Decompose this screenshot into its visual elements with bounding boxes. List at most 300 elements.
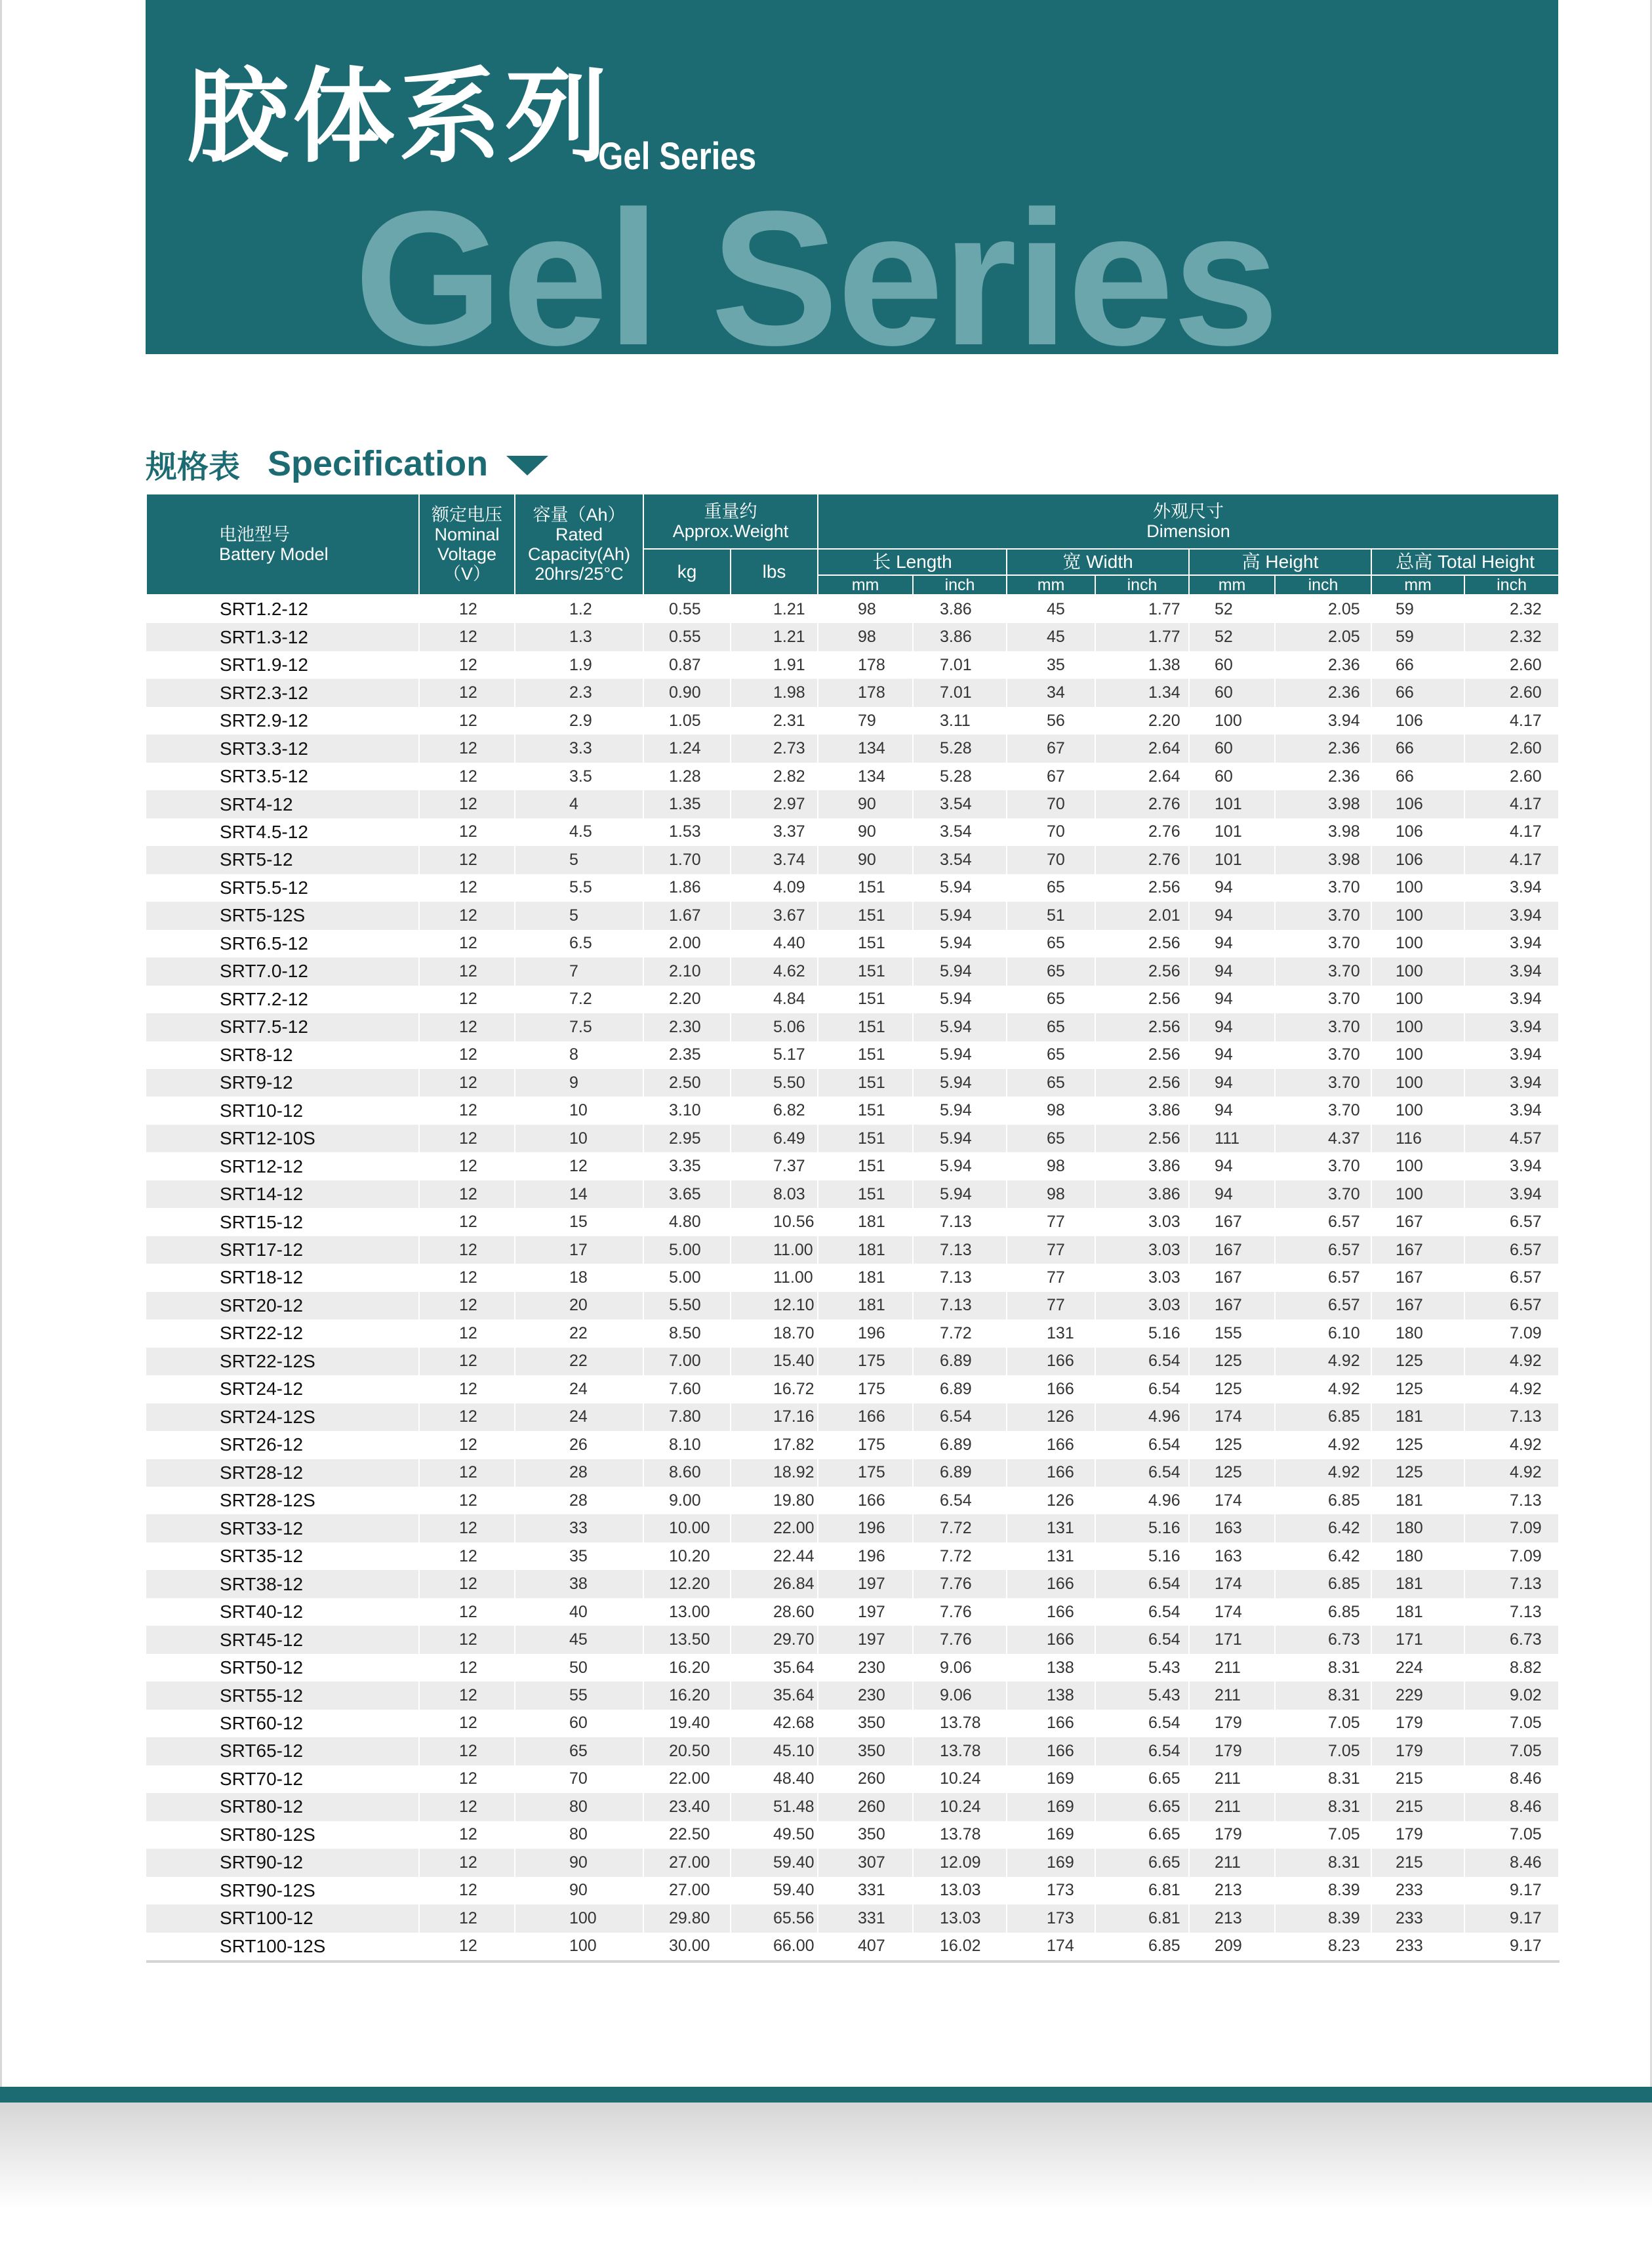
table-row [146,818,1559,846]
header-voltage-en1: Nominal [434,524,500,544]
cell-height-mm: 94 [1189,986,1275,1013]
cell-total-height-inch: 4.57 [1464,1125,1559,1152]
cell-capacity: 15 [515,1208,643,1236]
header-capacity-en2: Capacity(Ah) [527,544,631,564]
cell-capacity: 50 [515,1654,643,1681]
cell-width-inch: 3.03 [1095,1292,1189,1319]
triangle-down-icon [506,456,548,475]
cell-total-height-inch: 8.82 [1464,1654,1559,1681]
cell-model: SRT90-12 [146,1849,419,1876]
cell-model: SRT70-12 [146,1765,419,1793]
table-row [146,1849,1559,1876]
cell-length-mm: 196 [818,1319,913,1347]
cell-height-mm: 211 [1189,1681,1275,1709]
cell-width-mm: 131 [1007,1542,1095,1570]
table-row [146,846,1559,874]
cell-width-inch: 6.54 [1095,1710,1189,1737]
cell-width-mm: 166 [1007,1459,1095,1487]
header-voltage-unit: （V） [443,564,491,584]
cell-weight-kg: 7.00 [643,1348,731,1375]
cell-total-height-mm: 106 [1371,818,1464,846]
cell-voltage: 12 [419,651,515,679]
cell-voltage: 12 [419,1877,515,1904]
table-row [146,1459,1559,1487]
cell-width-mm: 65 [1007,874,1095,902]
cell-length-inch: 13.03 [913,1877,1007,1904]
table-row [146,1570,1559,1598]
cell-length-mm: 197 [818,1626,913,1653]
cell-capacity: 2.9 [515,707,643,735]
cell-weight-kg: 8.50 [643,1319,731,1347]
cell-width-mm: 166 [1007,1598,1095,1626]
cell-total-height-inch: 8.46 [1464,1793,1559,1821]
cell-total-height-mm: 66 [1371,651,1464,679]
cell-length-inch: 7.76 [913,1598,1007,1626]
cell-height-inch: 3.70 [1275,1152,1371,1180]
cell-voltage: 12 [419,595,515,623]
cell-capacity: 65 [515,1737,643,1765]
cell-voltage: 12 [419,874,515,902]
cell-total-height-inch: 7.05 [1464,1821,1559,1849]
cell-height-inch: 4.92 [1275,1348,1371,1375]
cell-model: SRT6.5-12 [146,930,419,957]
cell-width-inch: 6.85 [1095,1933,1189,1962]
cell-total-height-mm: 125 [1371,1459,1464,1487]
cell-width-mm: 98 [1007,1152,1095,1180]
cell-capacity: 24 [515,1375,643,1403]
table-row [146,1208,1559,1236]
cell-height-inch: 3.70 [1275,957,1371,985]
cell-height-mm: 125 [1189,1348,1275,1375]
cell-length-inch: 5.94 [913,874,1007,902]
cell-total-height-inch: 7.13 [1464,1487,1559,1514]
cell-height-inch: 6.42 [1275,1542,1371,1570]
cell-height-inch: 6.42 [1275,1514,1371,1542]
cell-total-height-inch: 3.94 [1464,1041,1559,1069]
cell-weight-lbs: 4.09 [731,874,818,902]
cell-model: SRT100-12S [146,1933,419,1962]
cell-capacity: 9 [515,1069,643,1097]
cell-height-mm: 125 [1189,1459,1275,1487]
cell-weight-kg: 22.00 [643,1765,731,1793]
cell-height-mm: 211 [1189,1849,1275,1876]
cell-total-height-inch: 9.17 [1464,1904,1559,1932]
table-row [146,651,1559,679]
cell-weight-kg: 23.40 [643,1793,731,1821]
cell-voltage: 12 [419,1933,515,1962]
cell-width-inch: 2.56 [1095,1069,1189,1097]
header-voltage-en2: Voltage [437,544,497,564]
cell-total-height-inch: 3.94 [1464,986,1559,1013]
table-row [146,1654,1559,1681]
cell-voltage: 12 [419,1654,515,1681]
cell-model: SRT22-12S [146,1348,419,1375]
cell-voltage: 12 [419,1097,515,1124]
cell-capacity: 28 [515,1487,643,1514]
cell-voltage: 12 [419,1793,515,1821]
cell-total-height-inch: 6.57 [1464,1208,1559,1236]
cell-voltage: 12 [419,735,515,762]
cell-voltage: 12 [419,1681,515,1709]
cell-model: SRT24-12S [146,1403,419,1431]
cell-weight-lbs: 6.49 [731,1125,818,1152]
cell-length-inch: 5.94 [913,1152,1007,1180]
cell-weight-kg: 29.80 [643,1904,731,1932]
table-row [146,1403,1559,1431]
cell-length-inch: 6.54 [913,1403,1007,1431]
cell-capacity: 14 [515,1180,643,1208]
cell-total-height-inch: 7.09 [1464,1319,1559,1347]
cell-height-mm: 101 [1189,846,1275,874]
cell-capacity: 60 [515,1710,643,1737]
cell-total-height-inch: 3.94 [1464,902,1559,929]
cell-total-height-mm: 181 [1371,1598,1464,1626]
cell-length-inch: 5.94 [913,930,1007,957]
cell-weight-kg: 2.10 [643,957,731,985]
cell-capacity: 4 [515,790,643,818]
cell-height-inch: 6.57 [1275,1264,1371,1291]
cell-weight-lbs: 4.84 [731,986,818,1013]
cell-length-mm: 260 [818,1793,913,1821]
cell-weight-kg: 1.53 [643,818,731,846]
header-dimension [818,494,1559,549]
cell-weight-kg: 0.55 [643,623,731,651]
cell-width-mm: 70 [1007,818,1095,846]
cell-capacity: 3.5 [515,763,643,790]
table-row [146,957,1559,985]
cell-capacity: 18 [515,1264,643,1291]
cell-length-mm: 230 [818,1681,913,1709]
cell-capacity: 90 [515,1849,643,1876]
cell-length-mm: 175 [818,1375,913,1403]
cell-height-inch: 2.36 [1275,651,1371,679]
cell-weight-kg: 13.00 [643,1598,731,1626]
cell-height-mm: 167 [1189,1208,1275,1236]
cell-total-height-mm: 229 [1371,1681,1464,1709]
cell-width-inch: 5.43 [1095,1654,1189,1681]
header-model-cn: 电池型号 [219,524,290,544]
cell-total-height-mm: 66 [1371,763,1464,790]
cell-weight-lbs: 8.03 [731,1180,818,1208]
cell-width-mm: 131 [1007,1514,1095,1542]
cell-height-mm: 167 [1189,1264,1275,1291]
cell-voltage: 12 [419,1013,515,1041]
cell-model: SRT1.9-12 [146,651,419,679]
cell-model: SRT18-12 [146,1264,419,1291]
footer-bar [0,2087,1652,2103]
cell-model: SRT50-12 [146,1654,419,1681]
cell-width-mm: 65 [1007,986,1095,1013]
cell-width-mm: 169 [1007,1821,1095,1849]
cell-length-inch: 7.13 [913,1292,1007,1319]
cell-capacity: 4.5 [515,818,643,846]
cell-total-height-inch: 8.46 [1464,1765,1559,1793]
cell-voltage: 12 [419,1710,515,1737]
cell-width-inch: 2.56 [1095,1041,1189,1069]
cell-height-mm: 94 [1189,1180,1275,1208]
cell-voltage: 12 [419,1459,515,1487]
cell-length-inch: 7.76 [913,1626,1007,1653]
cell-length-inch: 13.78 [913,1821,1007,1849]
cell-height-mm: 163 [1189,1514,1275,1542]
cell-model: SRT40-12 [146,1598,419,1626]
table-row [146,930,1559,957]
cell-height-mm: 125 [1189,1375,1275,1403]
cell-voltage: 12 [419,763,515,790]
cell-length-inch: 6.89 [913,1431,1007,1459]
cell-weight-kg: 4.80 [643,1208,731,1236]
cell-total-height-inch: 3.94 [1464,1152,1559,1180]
cell-width-mm: 98 [1007,1180,1095,1208]
cell-length-inch: 6.89 [913,1459,1007,1487]
header-battery-model [146,494,419,595]
cell-length-mm: 151 [818,902,913,929]
cell-height-inch: 2.36 [1275,679,1371,706]
cell-weight-lbs: 29.70 [731,1626,818,1653]
cell-length-inch: 5.94 [913,1069,1007,1097]
cell-weight-kg: 3.10 [643,1097,731,1124]
cell-weight-kg: 7.80 [643,1403,731,1431]
cell-voltage: 12 [419,818,515,846]
cell-capacity: 55 [515,1681,643,1709]
cell-length-mm: 350 [818,1737,913,1765]
cell-model: SRT38-12 [146,1570,419,1598]
cell-height-inch: 8.39 [1275,1877,1371,1904]
cell-weight-lbs: 17.16 [731,1403,818,1431]
cell-length-inch: 5.94 [913,902,1007,929]
cell-voltage: 12 [419,986,515,1013]
cell-length-inch: 6.89 [913,1348,1007,1375]
cell-length-mm: 175 [818,1459,913,1487]
cell-width-inch: 6.65 [1095,1821,1189,1849]
cell-total-height-inch: 8.46 [1464,1849,1559,1876]
cell-height-inch: 8.31 [1275,1681,1371,1709]
banner-title-cn: 胶体系列 [186,57,611,176]
cell-height-inch: 3.98 [1275,846,1371,874]
cell-height-inch: 8.31 [1275,1765,1371,1793]
cell-weight-kg: 1.86 [643,874,731,902]
cell-height-mm: 174 [1189,1403,1275,1431]
cell-length-mm: 175 [818,1431,913,1459]
cell-height-mm: 111 [1189,1125,1275,1152]
cell-total-height-mm: 66 [1371,679,1464,706]
table-row [146,1069,1559,1097]
cell-voltage: 12 [419,1904,515,1932]
table-row [146,595,1559,623]
specification-table [146,493,1560,1963]
cell-length-inch: 13.03 [913,1904,1007,1932]
cell-capacity: 12 [515,1152,643,1180]
cell-weight-kg: 0.55 [643,595,731,623]
cell-length-mm: 151 [818,1041,913,1069]
cell-capacity: 40 [515,1598,643,1626]
cell-model: SRT55-12 [146,1681,419,1709]
cell-width-inch: 1.38 [1095,651,1189,679]
cell-height-inch: 4.37 [1275,1125,1371,1152]
cell-height-inch: 6.57 [1275,1236,1371,1264]
cell-capacity: 24 [515,1403,643,1431]
cell-capacity: 5 [515,902,643,929]
table-body [146,595,1559,1962]
cell-length-mm: 181 [818,1208,913,1236]
cell-model: SRT8-12 [146,1041,419,1069]
cell-length-inch: 10.24 [913,1765,1007,1793]
cell-height-inch: 8.23 [1275,1933,1371,1962]
cell-total-height-mm: 233 [1371,1877,1464,1904]
cell-height-inch: 4.92 [1275,1459,1371,1487]
cell-total-height-inch: 7.13 [1464,1403,1559,1431]
cell-height-inch: 6.73 [1275,1626,1371,1653]
cell-weight-lbs: 1.91 [731,651,818,679]
cell-model: SRT7.5-12 [146,1013,419,1041]
spec-heading-en: Specification [268,444,489,483]
cell-height-inch: 2.36 [1275,763,1371,790]
header-voltage-cn: 额定电压 [432,504,502,525]
cell-width-inch: 6.65 [1095,1849,1189,1876]
cell-height-mm: 94 [1189,902,1275,929]
cell-voltage: 12 [419,1403,515,1431]
cell-capacity: 20 [515,1292,643,1319]
cell-width-inch: 6.54 [1095,1431,1189,1459]
cell-weight-lbs: 2.31 [731,707,818,735]
cell-weight-lbs: 11.00 [731,1236,818,1264]
cell-width-mm: 51 [1007,902,1095,929]
cell-total-height-inch: 4.17 [1464,818,1559,846]
cell-length-mm: 151 [818,986,913,1013]
header-kg: kg [643,549,731,595]
cell-model: SRT2.3-12 [146,679,419,706]
cell-voltage: 12 [419,1431,515,1459]
cell-weight-lbs: 4.40 [731,930,818,957]
cell-capacity: 3.3 [515,735,643,762]
cell-model: SRT2.9-12 [146,707,419,735]
cell-height-mm: 101 [1189,818,1275,846]
cell-width-inch: 3.03 [1095,1264,1189,1291]
cell-width-inch: 5.16 [1095,1514,1189,1542]
cell-capacity: 28 [515,1459,643,1487]
header-total-height-inch: inch [1464,575,1559,595]
cell-model: SRT5-12S [146,902,419,929]
table-row [146,1793,1559,1821]
cell-model: SRT7.2-12 [146,986,419,1013]
cell-width-mm: 77 [1007,1292,1095,1319]
cell-length-inch: 7.01 [913,651,1007,679]
cell-length-inch: 5.94 [913,957,1007,985]
cell-capacity: 45 [515,1626,643,1653]
cell-width-mm: 65 [1007,1041,1095,1069]
cell-width-mm: 65 [1007,1013,1095,1041]
cell-total-height-mm: 180 [1371,1319,1464,1347]
cell-weight-kg: 5.00 [643,1264,731,1291]
cell-length-mm: 134 [818,763,913,790]
cell-weight-lbs: 59.40 [731,1877,818,1904]
cell-total-height-mm: 215 [1371,1793,1464,1821]
cell-weight-lbs: 18.70 [731,1319,818,1347]
cell-length-mm: 175 [818,1348,913,1375]
cell-height-inch: 3.70 [1275,902,1371,929]
cell-total-height-mm: 100 [1371,902,1464,929]
cell-height-mm: 174 [1189,1487,1275,1514]
cell-voltage: 12 [419,957,515,985]
cell-height-inch: 3.98 [1275,790,1371,818]
cell-length-inch: 5.94 [913,1097,1007,1124]
table-row [146,1514,1559,1542]
cell-width-inch: 2.56 [1095,986,1189,1013]
header-capacity-cond: 20hrs/25°C [534,564,624,584]
cell-weight-kg: 27.00 [643,1849,731,1876]
cell-voltage: 12 [419,1236,515,1264]
cell-total-height-inch: 7.09 [1464,1514,1559,1542]
cell-width-mm: 131 [1007,1319,1095,1347]
cell-total-height-mm: 125 [1371,1348,1464,1375]
cell-length-mm: 151 [818,1013,913,1041]
cell-height-mm: 163 [1189,1542,1275,1570]
cell-total-height-inch: 9.17 [1464,1877,1559,1904]
table-row [146,1877,1559,1904]
cell-length-inch: 7.13 [913,1208,1007,1236]
cell-capacity: 80 [515,1821,643,1849]
cell-weight-kg: 2.95 [643,1125,731,1152]
cell-length-mm: 178 [818,651,913,679]
cell-model: SRT60-12 [146,1710,419,1737]
cell-weight-lbs: 1.21 [731,623,818,651]
cell-total-height-inch: 7.05 [1464,1710,1559,1737]
header-length: 长 Length [818,549,1007,575]
table-row [146,1264,1559,1291]
cell-height-mm: 179 [1189,1737,1275,1765]
cell-weight-lbs: 4.62 [731,957,818,985]
cell-total-height-mm: 125 [1371,1431,1464,1459]
cell-model: SRT80-12S [146,1821,419,1849]
cell-model: SRT14-12 [146,1180,419,1208]
cell-width-mm: 45 [1007,623,1095,651]
cell-total-height-inch: 3.94 [1464,957,1559,985]
cell-length-inch: 10.24 [913,1793,1007,1821]
cell-voltage: 12 [419,1626,515,1653]
cell-total-height-inch: 4.17 [1464,707,1559,735]
table-header [146,494,1559,595]
table-row [146,1487,1559,1514]
cell-weight-lbs: 3.37 [731,818,818,846]
cell-weight-kg: 19.40 [643,1710,731,1737]
cell-weight-lbs: 12.10 [731,1292,818,1319]
cell-height-inch: 4.92 [1275,1375,1371,1403]
cell-model: SRT4.5-12 [146,818,419,846]
cell-length-mm: 197 [818,1570,913,1598]
cell-capacity: 1.2 [515,595,643,623]
cell-capacity: 26 [515,1431,643,1459]
cell-model: SRT10-12 [146,1097,419,1124]
cell-voltage: 12 [419,1152,515,1180]
title-banner [146,0,1558,354]
cell-width-mm: 34 [1007,679,1095,706]
cell-length-mm: 151 [818,874,913,902]
cell-length-mm: 151 [818,957,913,985]
cell-total-height-inch: 2.60 [1464,651,1559,679]
cell-voltage: 12 [419,623,515,651]
cell-total-height-inch: 6.57 [1464,1264,1559,1291]
cell-voltage: 12 [419,790,515,818]
cell-height-inch: 3.70 [1275,930,1371,957]
cell-model: SRT22-12 [146,1319,419,1347]
cell-height-inch: 6.57 [1275,1208,1371,1236]
cell-capacity: 5.5 [515,874,643,902]
cell-width-inch: 2.56 [1095,930,1189,957]
cell-width-inch: 1.77 [1095,623,1189,651]
cell-total-height-mm: 100 [1371,1097,1464,1124]
cell-length-mm: 178 [818,679,913,706]
cell-model: SRT1.2-12 [146,595,419,623]
